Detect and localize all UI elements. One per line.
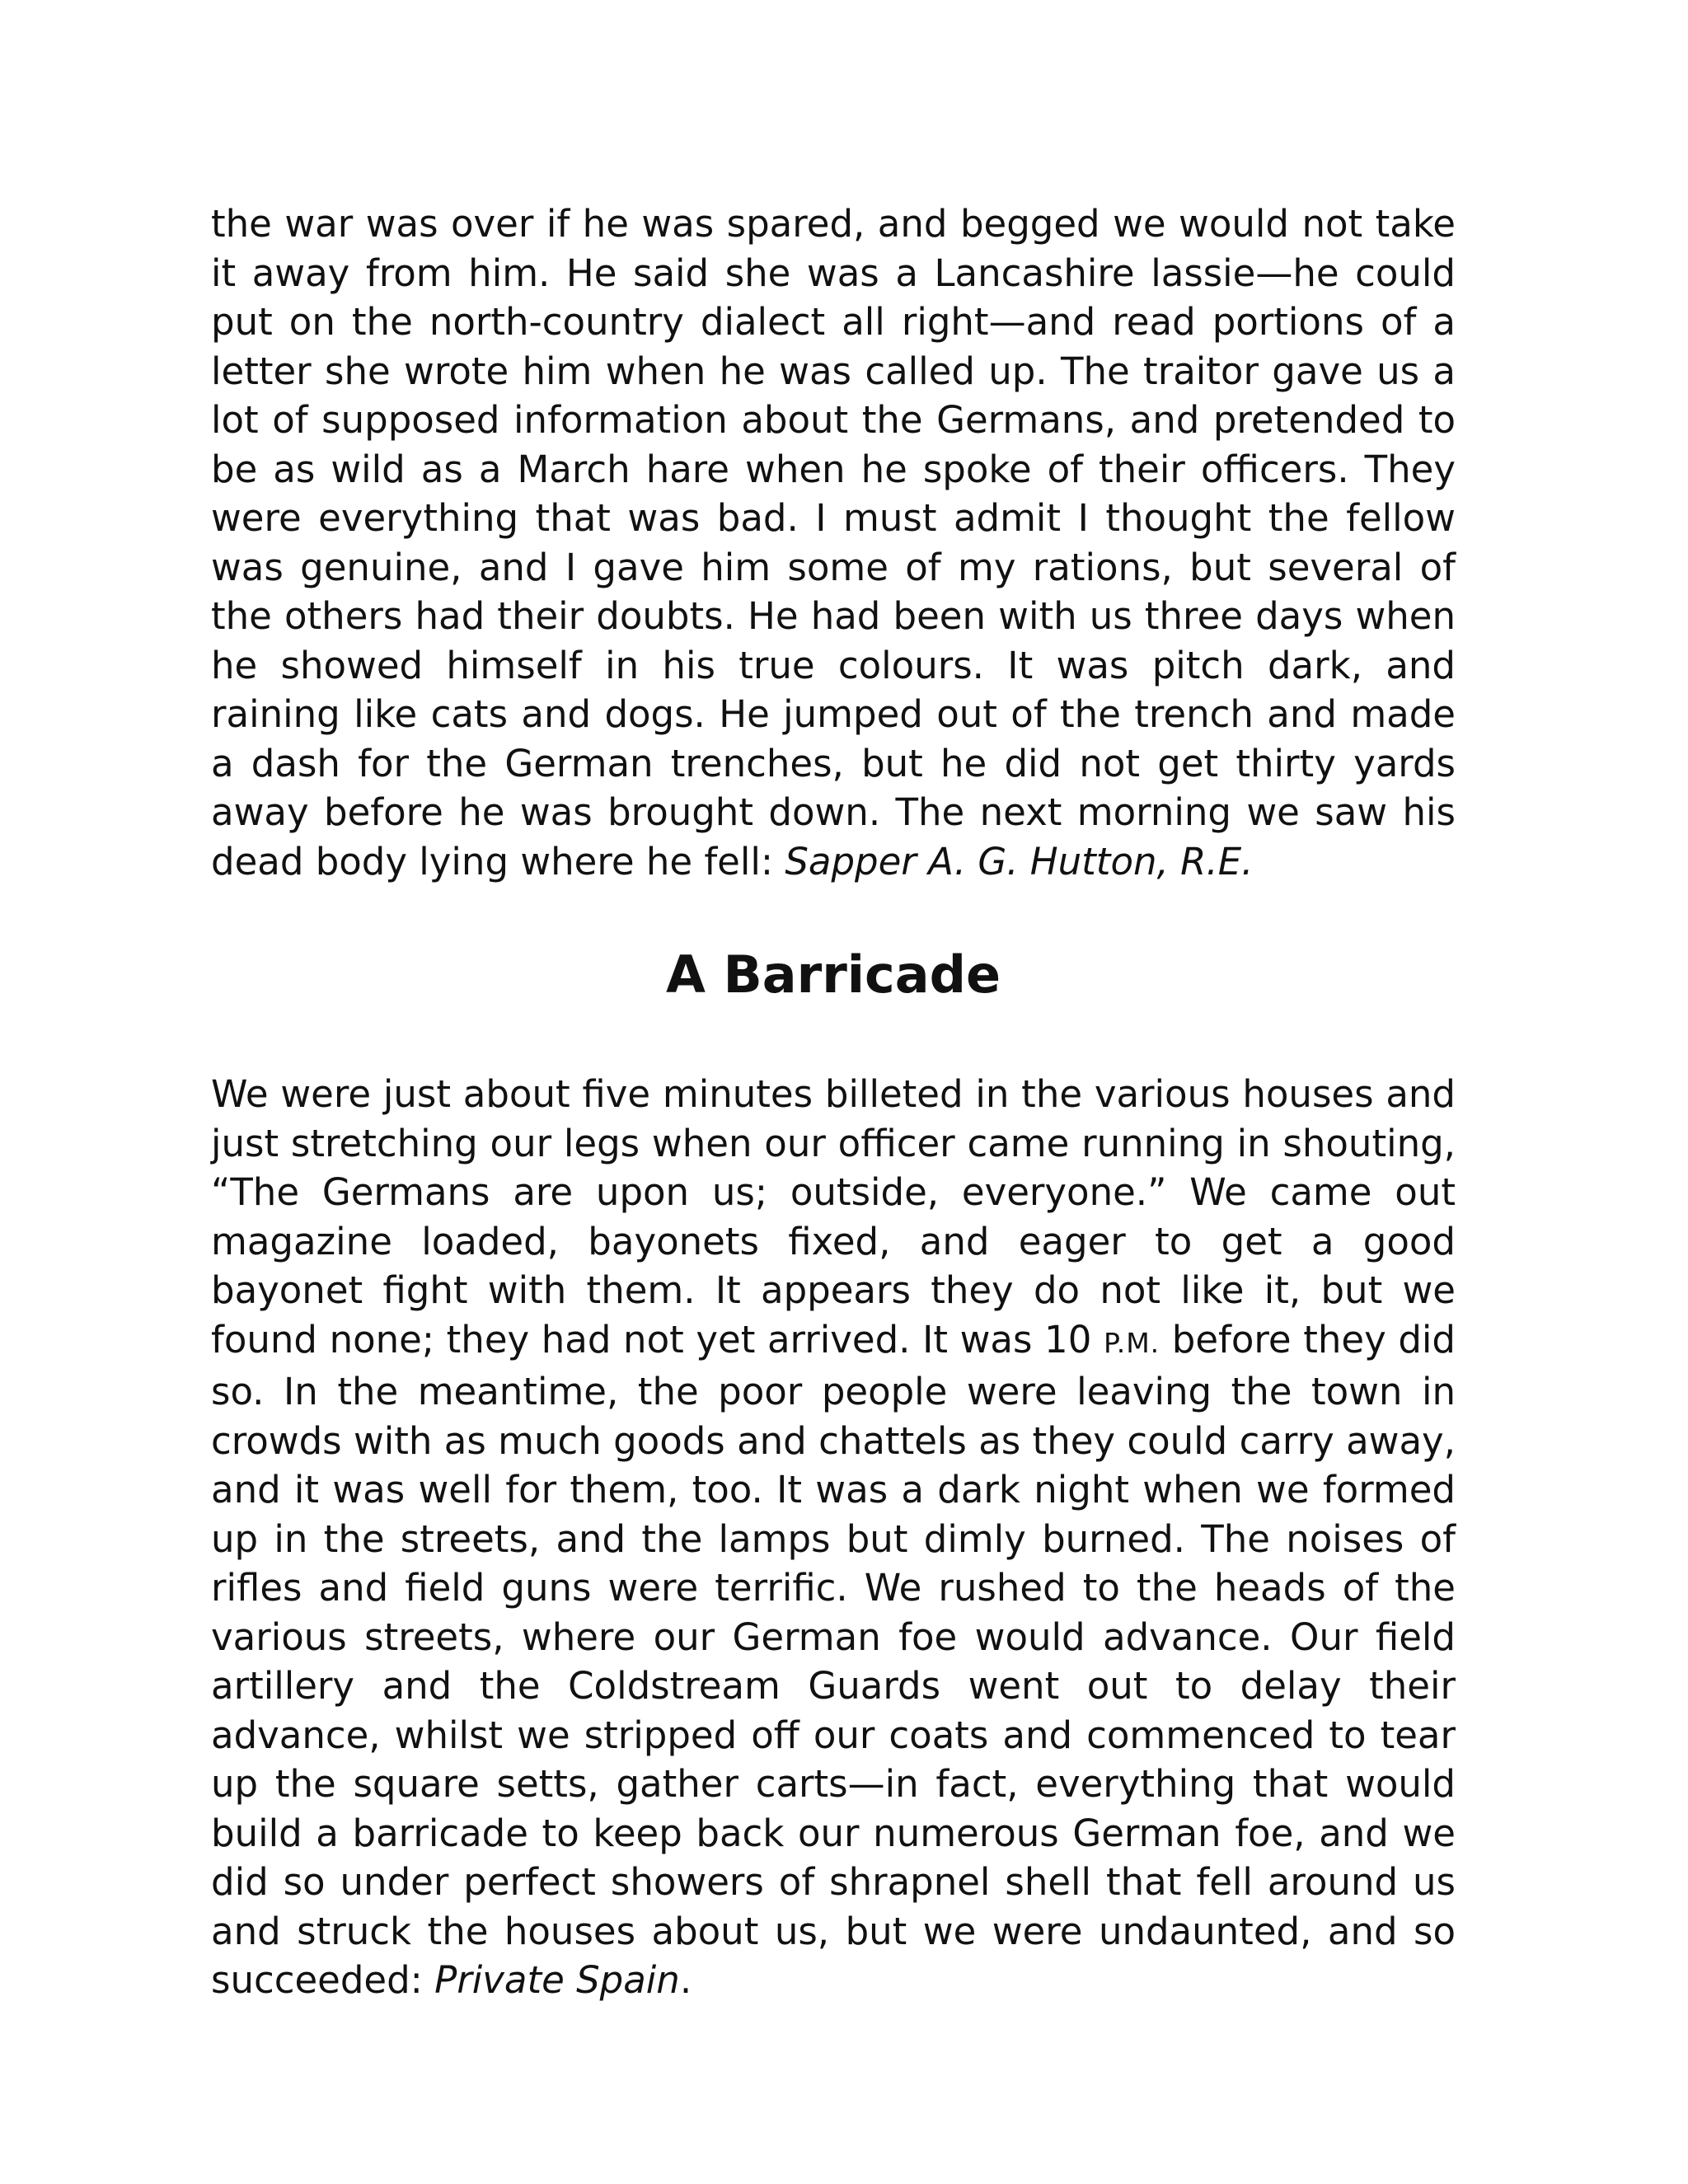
paragraph-text: the war was over if he was spared, and begged we would not take it away from him. He said she was a Lancashire lassie—he could put on the north-country dialect all right—and read portions of a letter she wrote him when he was called up. The traitor gave us a lot of supposed information about the Germans, and pretended to be as wild as a March hare when he spoke of their officers. They were everything that was bad. I must admit I thought the fellow was genuine, and I gave him some of my rations, but several of the others had their doubts. He had been with us three days when he showed himself in his true colours. It was pitch dark, and raining like cats and dogs. He jumped out of the trench and made a dash for the German trenches, but he did not get thirty yards away before he was brought down. The next morning we saw his dead body lying where he fell: <box>211 202 1456 883</box>
paragraph-text-part2: before they did so. In the meantime, the poor people were leaving the town in crowds with as much goods and chattels as they could carry away, and it was well for them, too. It was a dark night when we formed up in the streets, and the lamps but dimly burned. The noises of rifles and field guns were terrific. We rushed to the heads of the various streets, where our German foe would advance. Our field artillery and the Coldstream Guards went out to delay their advance, whilst we stripped off our coats and commenced to tear up the square setts, gather carts—in fact, everything that would build a barricade to keep back our numerous German foe, and we did so under perfect showers of shrapnel shell that fell around us and struck the houses about us, but we were undaunted, and so succeeded: <box>211 1317 1456 2002</box>
paragraph-traitor-story <box>211 199 1456 886</box>
section-heading: A Barricade <box>665 944 1001 1005</box>
time-suffix: P.M. <box>1103 1326 1160 1359</box>
attribution-hutton: Sapper A. G. Hutton, R.E. <box>785 839 1254 883</box>
attribution-spain: Private Spain <box>434 1958 680 2002</box>
paragraph-barricade-story <box>211 1070 1456 2005</box>
closing-period: . <box>679 1958 692 2002</box>
paragraph-text-part1: We were just about five minutes billeted in the various houses and just stretching our legs when our officer came running in shouting, “The Germans are upon us; outside, everyone.” We came out magazine loaded, bayonets fixed, and eager to get a good bayonet fight with them. It appears they do not like it, but we found none; they had not yet arrived. It was 10 <box>211 1072 1456 1361</box>
page-body <box>211 199 1456 2005</box>
